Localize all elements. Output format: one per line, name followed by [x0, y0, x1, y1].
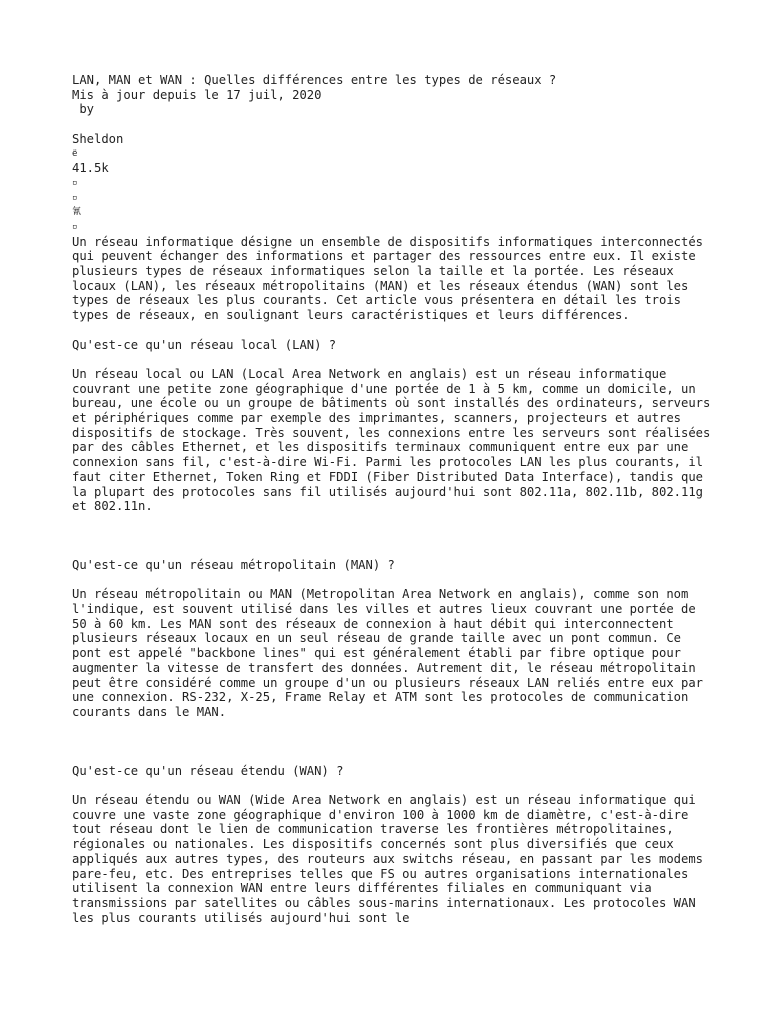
spacer: [72, 778, 712, 793]
man-paragraph: Un réseau métropolitain ou MAN (Metropolitan Area Network en anglais), comme son nom l'indique, est souvent utilisé dans les villes et autres lieux couvrant une portée de 50 à 60 km. Les MAN sont des réseaux de connexion à haut débit qui interconnectent plusieurs réseaux locaux en un seul réseau de grande taille avec un pont commun. Ce pont est appelé "backbone lines" qui est généralement établi par fibre optique pour augmenter la vitesse de transfert des données. Autrement dit, le réseau métropolitain peut être considéré comme un groupe d'un ou plusieurs réseaux LAN reliés entre eux par une connexion. RS-232, X-25, Frame Relay et ATM sont les protocoles de communication courants dans le MAN.: [72, 587, 704, 719]
spacer: [72, 117, 712, 132]
spacer: [72, 573, 712, 588]
spacer: [72, 514, 712, 558]
wan-paragraph: Un réseau étendu ou WAN (Wide Area Network en anglais) est un réseau informatique qui couvre une vaste zone géographique d'environ 100 à 1000 km de diamètre, c'est-à-dire tout réseau dont le lien de communication traverse les frontières métropolitaines, régionales ou nationales. Les dispositifs concernés sont plus diversifiés que ceux appliqués aux autres types, des routeurs aux switchs réseau, en passant par les modems pare-feu, etc. Des entreprises telles que FS ou autres organisations internationales utilisent la connexion WAN entre leurs différentes filiales en communiquant via transmissions par satellites ou câbles sous-marins internationaux. Les protocoles WAN les plus courants utilisés aujourd'hui sont le: [72, 793, 704, 925]
lan-heading: Qu'est-ce qu'un réseau local (LAN) ?: [72, 337, 337, 352]
intro-paragraph: Un réseau informatique désigne un ensemble de dispositifs informatiques interconnectés qui peuvent échanger des informations et partager des ressources entre eux. Il existe plusieurs types de réseaux informatiques selon la taille et la portée. Les réseaux locaux (LAN), les réseaux métropolitains (MAN) et les réseaux étendus (WAN) sont les types de réseaux les plus courants. Cet article vous présentera en détail les trois types de réseaux, en soulignant leurs caractéristiques et leurs différences.: [72, 234, 704, 323]
share-icon[interactable]: 氰: [72, 207, 82, 218]
share-icon[interactable]: ▫: [72, 177, 78, 188]
byline: by: [72, 102, 95, 117]
wan-heading: Qu'est-ce qu'un réseau étendu (WAN) ?: [72, 763, 344, 778]
man-heading: Qu'est-ce qu'un réseau métropolitain (MAN) ?: [72, 557, 395, 572]
view-count: 41.5k: [72, 161, 109, 176]
article-title: LAN, MAN et WAN : Quelles différences entre les types de réseaux ?: [72, 73, 557, 87]
spacer: [72, 352, 712, 367]
share-icon[interactable]: ▫: [72, 221, 78, 232]
spacer: [72, 720, 712, 764]
share-icon[interactable]: ▫: [72, 192, 78, 203]
update-date: Mis à jour depuis le 17 juil, 2020: [72, 87, 322, 102]
lan-paragraph: Un réseau local ou LAN (Local Area Network en anglais) est un réseau informatique couvrant une petite zone géographique d'une portée de 1 à 5 km, comme un domicile, un bureau, une école ou un groupe de bâtiments où sont installés des ordinateurs, serveurs et périphériques comme par exemple des imprimantes, scanners, projecteurs et autres dispositifs de stockage. Très souvent, les connexions entre les serveurs sont réalisées par des câbles Ethernet, et les dispositifs terminaux communiquent entre eux par une connexion sans fil, c'est-à-dire Wi-Fi. Parmi les protocoles LAN les plus courants, il faut citer Ethernet, Token Ring et FDDI (Fiber Distributed Data Interface), tandis que la plupart des protocoles sans fil utilisés aujourd'hui sont 802.11a, 802.11b, 802.11g et 802.11n.: [72, 366, 711, 514]
document-page: [72, 73, 712, 925]
eye-icon: ё: [72, 148, 78, 159]
spacer: [72, 323, 712, 338]
author-name[interactable]: Sheldon: [72, 131, 124, 146]
